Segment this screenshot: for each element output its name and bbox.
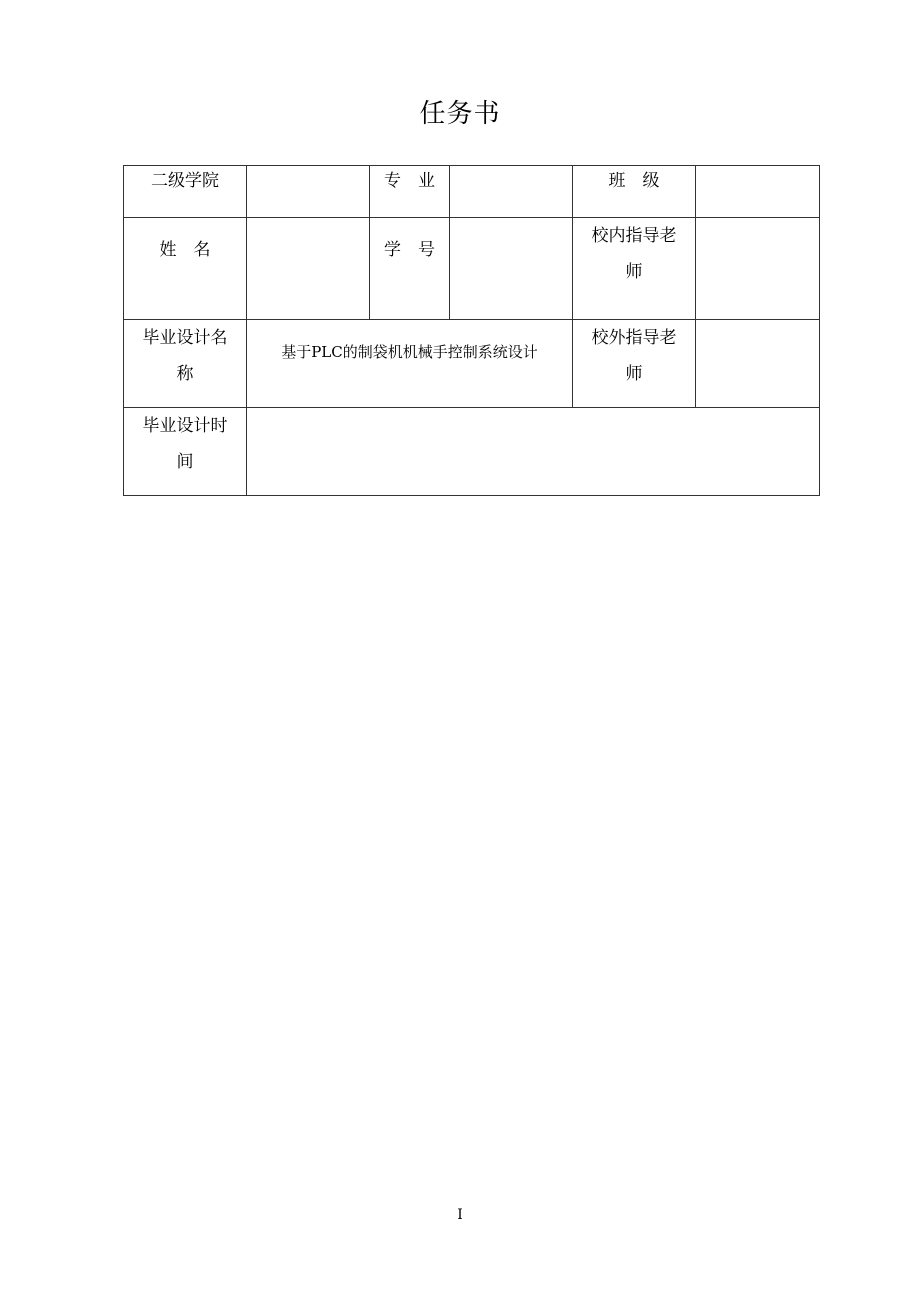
- student-id-label: 学 号: [384, 240, 435, 260]
- college-label: 二级学院: [151, 171, 219, 191]
- major-label: 专 业: [384, 171, 435, 191]
- thesis-title-value: 基于PLC的制袋机机械手控制系统设计: [281, 342, 538, 361]
- thesis-period-label: 毕业设计时间: [142, 416, 228, 472]
- college-label-cell: [124, 166, 247, 218]
- external-advisor-value-cell[interactable]: [696, 320, 820, 408]
- class-label-cell: [573, 166, 696, 218]
- table-row: [124, 218, 820, 320]
- thesis-period-value-cell[interactable]: [247, 408, 820, 496]
- table-row: [124, 320, 820, 408]
- task-form-table: [123, 165, 820, 496]
- student-id-label-cell: [370, 218, 450, 320]
- thesis-title-value-cell[interactable]: [247, 320, 573, 408]
- college-value-cell[interactable]: [247, 166, 370, 218]
- class-value-cell[interactable]: [696, 166, 820, 218]
- student-id-value-cell[interactable]: [450, 218, 573, 320]
- name-label: 姓 名: [159, 240, 211, 260]
- thesis-period-label-cell: [124, 408, 247, 496]
- internal-advisor-label-cell: [573, 218, 696, 320]
- class-label: 班 级: [608, 171, 660, 191]
- major-label-cell: [370, 166, 450, 218]
- external-advisor-label-cell: [573, 320, 696, 408]
- major-value-cell[interactable]: [450, 166, 573, 218]
- table-row: [124, 408, 820, 496]
- internal-advisor-label: 校内指导老师: [591, 226, 677, 282]
- name-label-cell: [124, 218, 247, 320]
- thesis-title-label-cell: [124, 320, 247, 408]
- name-value-cell[interactable]: [247, 218, 370, 320]
- page-number: I: [457, 1207, 463, 1223]
- thesis-title-label: 毕业设计名称: [142, 328, 228, 384]
- external-advisor-label: 校外指导老师: [591, 328, 677, 384]
- table-row: [124, 166, 820, 218]
- internal-advisor-value-cell[interactable]: [696, 218, 820, 320]
- page-title: 任务书: [419, 99, 501, 129]
